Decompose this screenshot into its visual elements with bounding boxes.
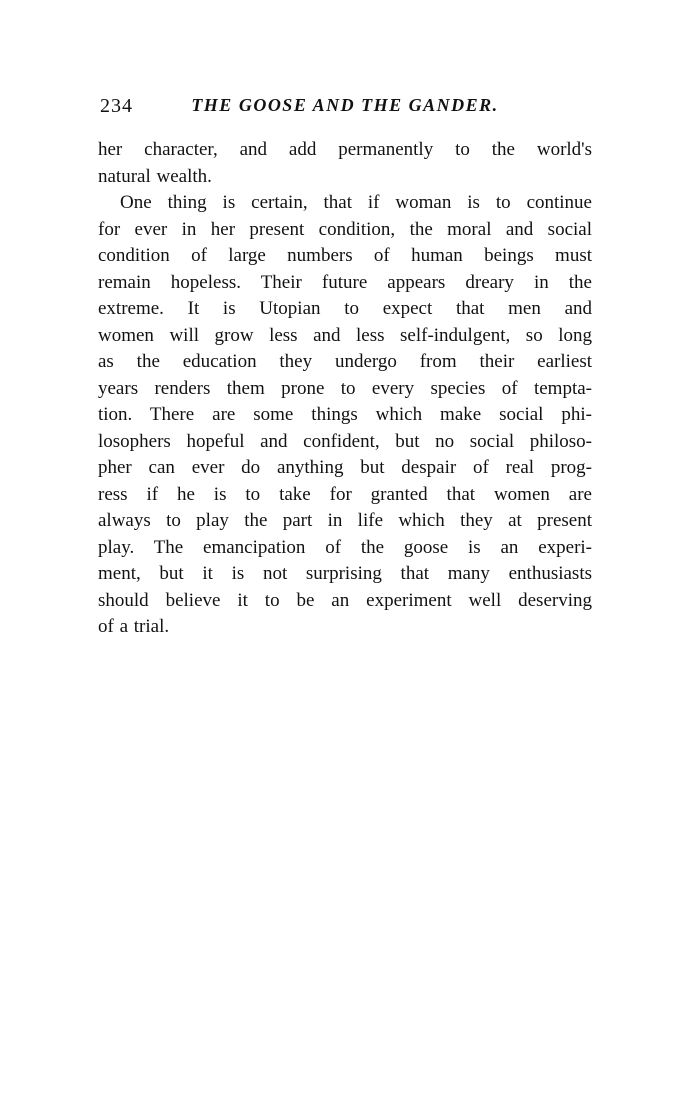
text-line: years renders them prone to every species of tempta-	[98, 377, 592, 399]
text-line: One thing is certain, that if woman is to continue	[120, 192, 592, 213]
text-line: ress if he is to take for granted that women are	[98, 483, 592, 505]
text-line: should believe it to be an experiment well deserving	[98, 589, 592, 611]
text-line: remain hopeless. Their future appears dreary in the	[98, 271, 592, 293]
page-number: 234	[100, 95, 133, 117]
text-line: as the education they undergo from their earliest	[98, 351, 592, 372]
text-line: pher can ever do anything but despair of real prog-	[98, 457, 592, 478]
body-text	[98, 137, 592, 641]
text-line: ment, but it is not surprising that many enthusiasts	[98, 563, 592, 584]
text-line: condition of large numbers of human beings must	[98, 245, 592, 266]
page-header	[98, 95, 592, 121]
running-title: THE GOOSE AND THE GANDER.	[191, 95, 499, 115]
text-line: for ever in her present condition, the moral and social	[98, 218, 592, 240]
text-line: women will grow less and less self-indulgent, so long	[98, 324, 592, 346]
text-line: extreme. It is Utopian to expect that men and	[98, 298, 592, 319]
text-line: always to play the part in life which they at present	[98, 510, 592, 531]
text-line: play. The emancipation of the goose is an experi-	[98, 536, 592, 558]
text-line: of a trial.	[98, 616, 170, 637]
text-line: tion. There are some things which make social phi-	[98, 404, 592, 425]
text-line: her character, and add permanently to the world's	[98, 139, 592, 160]
text-line: losophers hopeful and confident, but no social philoso-	[98, 430, 592, 452]
text-line: natural wealth.	[98, 165, 212, 187]
